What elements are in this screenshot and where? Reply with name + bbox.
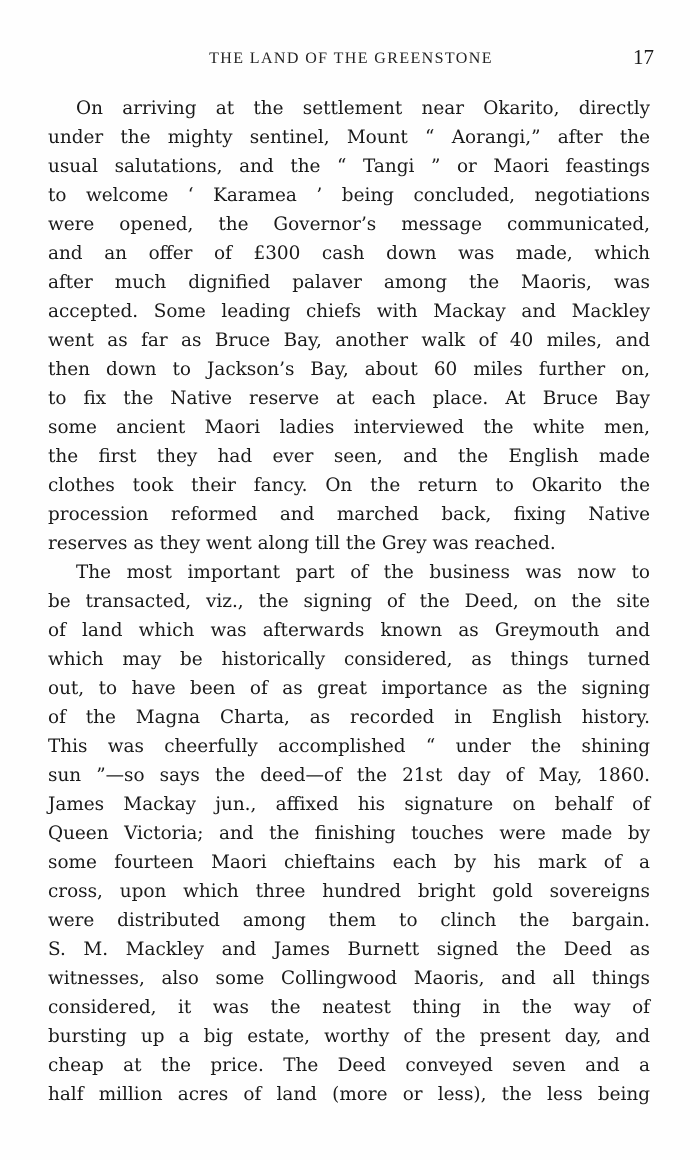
text-line: considered, it was the neatest thing in the way of <box>48 997 650 1018</box>
page-number: 17 <box>633 45 654 69</box>
text-line: witnesses, also some Collingwood Maoris, and all things <box>48 968 650 989</box>
text-line: procession reformed and marched back, fixing Native <box>48 504 650 525</box>
text-line: clothes took their fancy. On the return to Okarito the <box>48 475 650 496</box>
text-line: usual salutations, and the “ Tangi ” or Maori feastings <box>48 156 650 177</box>
text-line: out, to have been of as great importance as the signing <box>48 678 650 699</box>
running-title: THE LAND OF THE GREENSTONE <box>209 50 493 67</box>
text-line: James Mackay jun., affixed his signature on behalf of <box>48 794 650 815</box>
text-line: then down to Jackson’s Bay, about 60 miles further on, <box>48 359 650 380</box>
text-line: under the mighty sentinel, Mount “ Aorangi,” after the <box>48 127 650 148</box>
text-line: bursting up a big estate, worthy of the present day, and <box>48 1026 650 1047</box>
text-line: which may be historically considered, as things turned <box>48 649 650 670</box>
text-line: to fix the Native reserve at each place. At Bruce Bay <box>48 388 650 409</box>
text-line: were distributed among them to clinch the bargain. <box>48 910 650 931</box>
text-line: accepted. Some leading chiefs with Mackay and Mackley <box>48 301 650 322</box>
text-line: of the Magna Charta, as recorded in English history. <box>48 707 650 728</box>
text-line: be transacted, viz., the signing of the Deed, on the site <box>48 591 650 612</box>
text-line: reserves as they went along till the Grey was reached. <box>48 533 556 554</box>
text-line: of land which was afterwards known as Greymouth and <box>48 620 650 641</box>
text-line: On arriving at the settlement near Okarito, directly <box>76 98 650 119</box>
text-line: cheap at the price. The Deed conveyed seven and a <box>48 1055 650 1076</box>
text-line: some fourteen Maori chieftains each by his mark of a <box>48 852 650 873</box>
text-line: to welcome ‘ Karamea ’ being concluded, negotiations <box>48 185 650 206</box>
text-line: went as far as Bruce Bay, another walk of 40 miles, and <box>48 330 650 351</box>
text-line: This was cheerfully accomplished “ under the shining <box>48 736 650 757</box>
text-line: and an offer of £300 cash down was made, which <box>48 243 650 264</box>
text-line: were opened, the Governor’s message communicated, <box>48 214 650 235</box>
text-line: The most important part of the business was now to <box>76 562 650 583</box>
text-line: sun ”—so says the deed—of the 21st day of May, 1860. <box>48 765 650 786</box>
text-line: half million acres of land (more or less), the less being <box>48 1084 650 1105</box>
text-line: S. M. Mackley and James Burnett signed the Deed as <box>48 939 650 960</box>
text-line: some ancient Maori ladies interviewed the white men, <box>48 417 650 438</box>
text-line: Queen Victoria; and the finishing touches were made by <box>48 823 650 844</box>
text-line: after much dignified palaver among the Maoris, was <box>48 272 650 293</box>
paragraph-1 <box>48 94 650 558</box>
body-text <box>48 94 650 1109</box>
running-header <box>48 45 654 75</box>
text-line: the first they had ever seen, and the English made <box>48 446 650 467</box>
paragraph-2 <box>48 558 650 1109</box>
text-line: cross, upon which three hundred bright gold sovereigns <box>48 881 650 902</box>
